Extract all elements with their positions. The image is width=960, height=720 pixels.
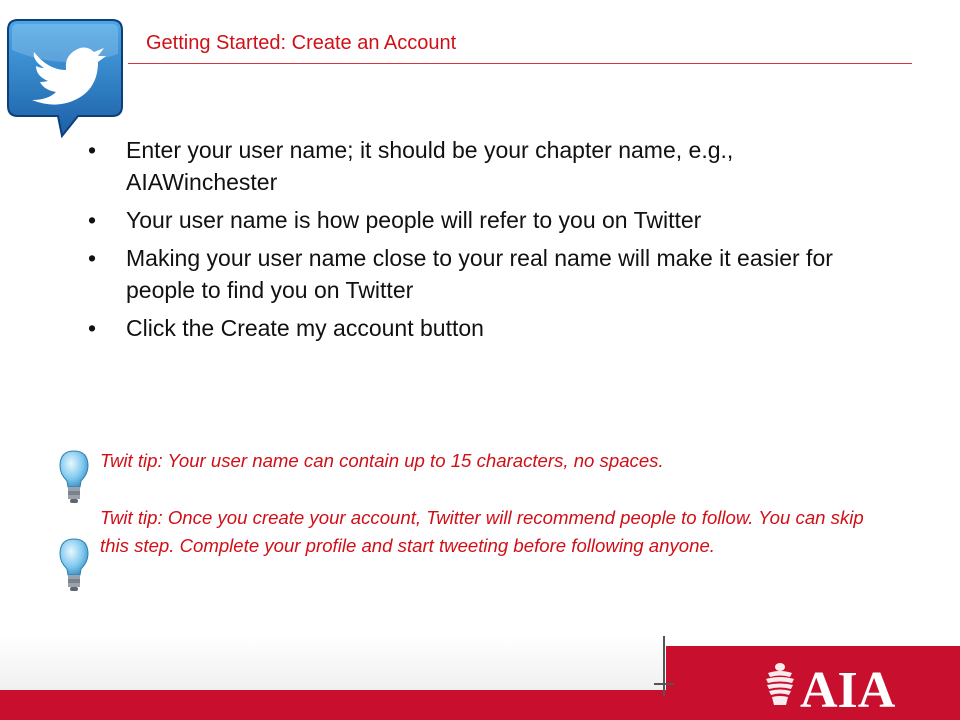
- bullet-marker: •: [88, 137, 97, 163]
- footer-crosshair: [654, 683, 674, 685]
- bullet-text: Your user name is how people will refer to you on Twitter: [126, 207, 702, 233]
- tips-block: [100, 447, 890, 561]
- lightbulb-icon: [58, 537, 90, 593]
- bullet-marker: •: [88, 315, 97, 341]
- list-item: [88, 312, 858, 344]
- tip-text: Twit tip: Once you create your account, Twitter will recommend people to follow. You can skip this step. Complete your profile and start tweeting before following anyone.: [100, 506, 864, 556]
- aia-logo-icon: [760, 655, 900, 711]
- lightbulb-icon: [58, 449, 90, 505]
- bullet-marker: •: [88, 245, 97, 271]
- list-item: [88, 134, 858, 198]
- bullet-text: Click the Create my account button: [126, 315, 484, 341]
- twitter-bird-icon: [4, 14, 128, 138]
- title-divider: [128, 63, 912, 64]
- tip-text: Twit tip: Your user name can contain up to 15 characters, no spaces.: [100, 450, 664, 471]
- aia-wordmark: AIA: [800, 662, 896, 711]
- footer-fade: [0, 636, 664, 690]
- bullet-text: Making your user name close to your real name will make it easier for people to find you on Twitter: [126, 245, 833, 303]
- bullet-marker: •: [88, 207, 97, 233]
- bullet-text: Enter your user name; it should be your chapter name, e.g., AIAWinchester: [126, 137, 734, 195]
- list-item: [88, 204, 858, 236]
- footer-crosshair: [663, 636, 665, 696]
- bullet-list: [88, 134, 858, 350]
- slide-title: Getting Started: Create an Account: [146, 32, 457, 54]
- list-item: [88, 242, 858, 306]
